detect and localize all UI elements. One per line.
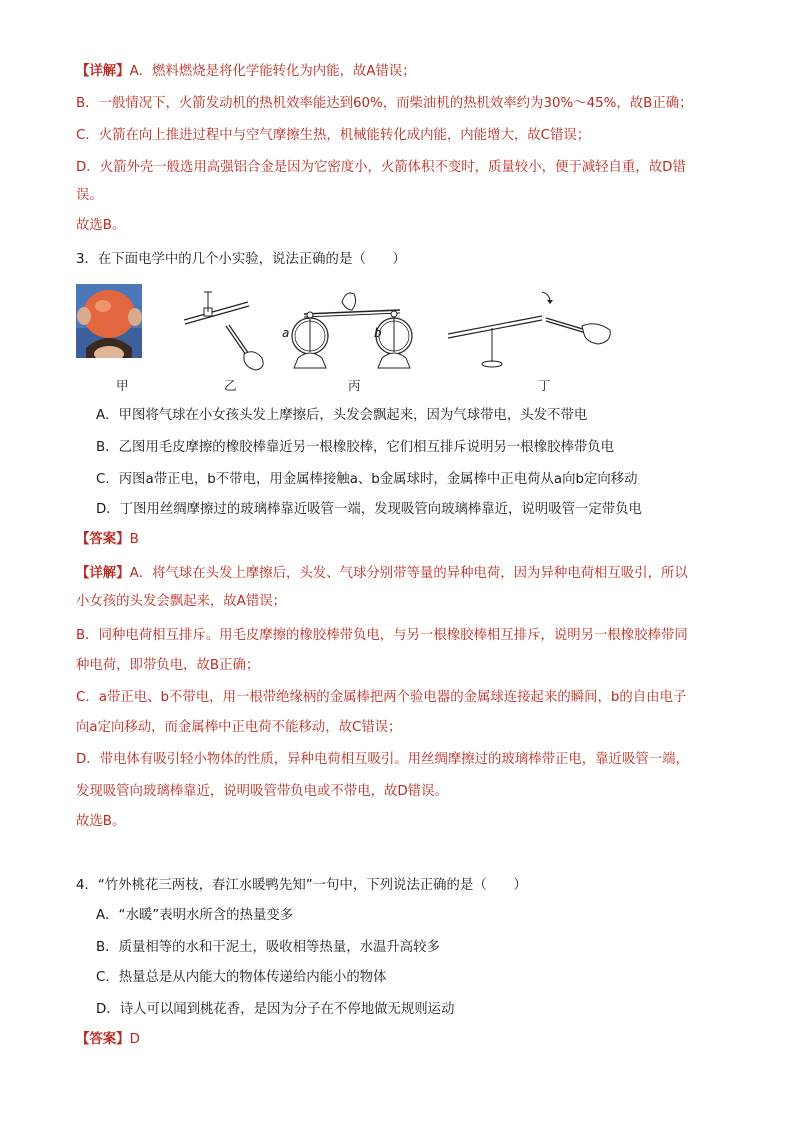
explanation-line: 小女孩的头发会飘起来，故A错误； <box>76 594 287 609</box>
caption-bing: 丙 <box>348 378 361 393</box>
answer-value: D <box>129 1032 140 1047</box>
option-d: D．丁图用丝绸摩擦过的玻璃棒靠近吸管一端，发现吸管向玻璃棒靠近，说明吸管一定带负电 <box>96 502 642 517</box>
label-a: a <box>282 326 290 340</box>
electroscope-diagram <box>282 284 418 374</box>
explanation-line: 向a定向移动，而金属棒中正电荷不能移动，故C错误； <box>76 720 402 735</box>
option-a: A．“水暖”表明水所含的热量变多 <box>96 908 294 923</box>
option-c: C．丙图a带正电，b不带电，用金属棒接触a、b金属球时，金属棒中正电荷从a向b定向移动 <box>96 472 638 487</box>
explanation-line: B．同种电荷相互排斥。用毛皮摩擦的橡胶棒带负电，与另一根橡胶棒相互排斥，说明另一根橡胶棒带同 <box>76 628 688 643</box>
explanation-line: D．火箭外壳一般选用高强铝合金是因为它密度小，火箭体积不变时，质量较小，便于减轻自重，故D错 <box>76 160 686 175</box>
caption-yi: 乙 <box>224 378 237 393</box>
question-4: 4．“竹外桃花三两枝，春江水暖鸭先知”一句中，下列说法正确的是（ ） <box>76 878 527 893</box>
explanation-line: D．带电体有吸引轻小物体的性质，异种电荷相互吸引。用丝绸摩擦过的玻璃棒带正电，靠近吸管一端， <box>76 752 689 767</box>
answer-tag: 【答案】 <box>76 532 130 547</box>
caption-ding: 丁 <box>538 378 551 393</box>
explanation-line: C．火箭在向上推进过程中与空气摩擦生热，机械能转化成内能，内能增大，故C错误； <box>76 128 591 143</box>
conclusion-line: 故选B。 <box>76 218 126 233</box>
explanation-tag: 【详解】 <box>76 566 130 581</box>
explanation-line: 误。 <box>76 188 103 203</box>
question-3: 3．在下面电学中的几个小实验，说法正确的是（ ） <box>76 252 406 267</box>
balloon-photo <box>76 284 142 358</box>
explanation-line: 种电荷，即带负电，故B正确； <box>76 658 260 673</box>
explanation-line: B．一般情况下，火箭发动机的热机效率能达到60%，而柴油机的热机效率约为30%～45%，故B正确； <box>76 96 693 111</box>
caption-jia: 甲 <box>116 378 129 393</box>
option-c: C．热量总是从内能大的物体传递给内能小的物体 <box>96 970 387 985</box>
label-b: b <box>374 326 382 340</box>
experiment-figure <box>76 284 636 394</box>
answer-line <box>76 530 139 550</box>
rubber-rod-diagram <box>180 288 270 372</box>
explanation-text: A．将气球在头发上摩擦后，头发、气球分别带等量的异种电荷，因为异种电荷相互吸引，所以 <box>129 566 688 581</box>
straw-diagram <box>446 286 616 372</box>
balloon-image <box>76 284 142 358</box>
explanation-line <box>76 564 688 584</box>
explanation-tag: 【详解】 <box>76 64 130 79</box>
explanation-line <box>76 62 416 82</box>
option-b: B．质量相等的水和干泥土，吸收相等热量，水温升高较多 <box>96 940 440 955</box>
option-a: A．甲图将气球在小女孩头发上摩擦后，头发会飘起来，因为气球带电，头发不带电 <box>96 408 588 423</box>
answer-tag: 【答案】 <box>76 1032 130 1047</box>
answer-value: B <box>129 532 139 547</box>
option-b: B．乙图用毛皮摩擦的橡胶棒靠近另一根橡胶棒，它们相互排斥说明另一根橡胶棒带负电 <box>96 440 615 455</box>
conclusion-line: 故选B。 <box>76 814 126 829</box>
explanation-line: 发现吸管向玻璃棒靠近，说明吸管带负电或不带电，故D错误。 <box>76 784 448 799</box>
explanation-line: C．a带正电、b不带电，用一根带绝缘柄的金属棒把两个验电器的金属球连接起来的瞬间，b的自由电子 <box>76 690 687 705</box>
answer-line <box>76 1030 140 1050</box>
explanation-text: A．燃料燃烧是将化学能转化为内能，故A错误； <box>129 64 416 79</box>
option-d: D．诗人可以闻到桃花香，是因为分子在不停地做无规则运动 <box>96 1002 455 1017</box>
